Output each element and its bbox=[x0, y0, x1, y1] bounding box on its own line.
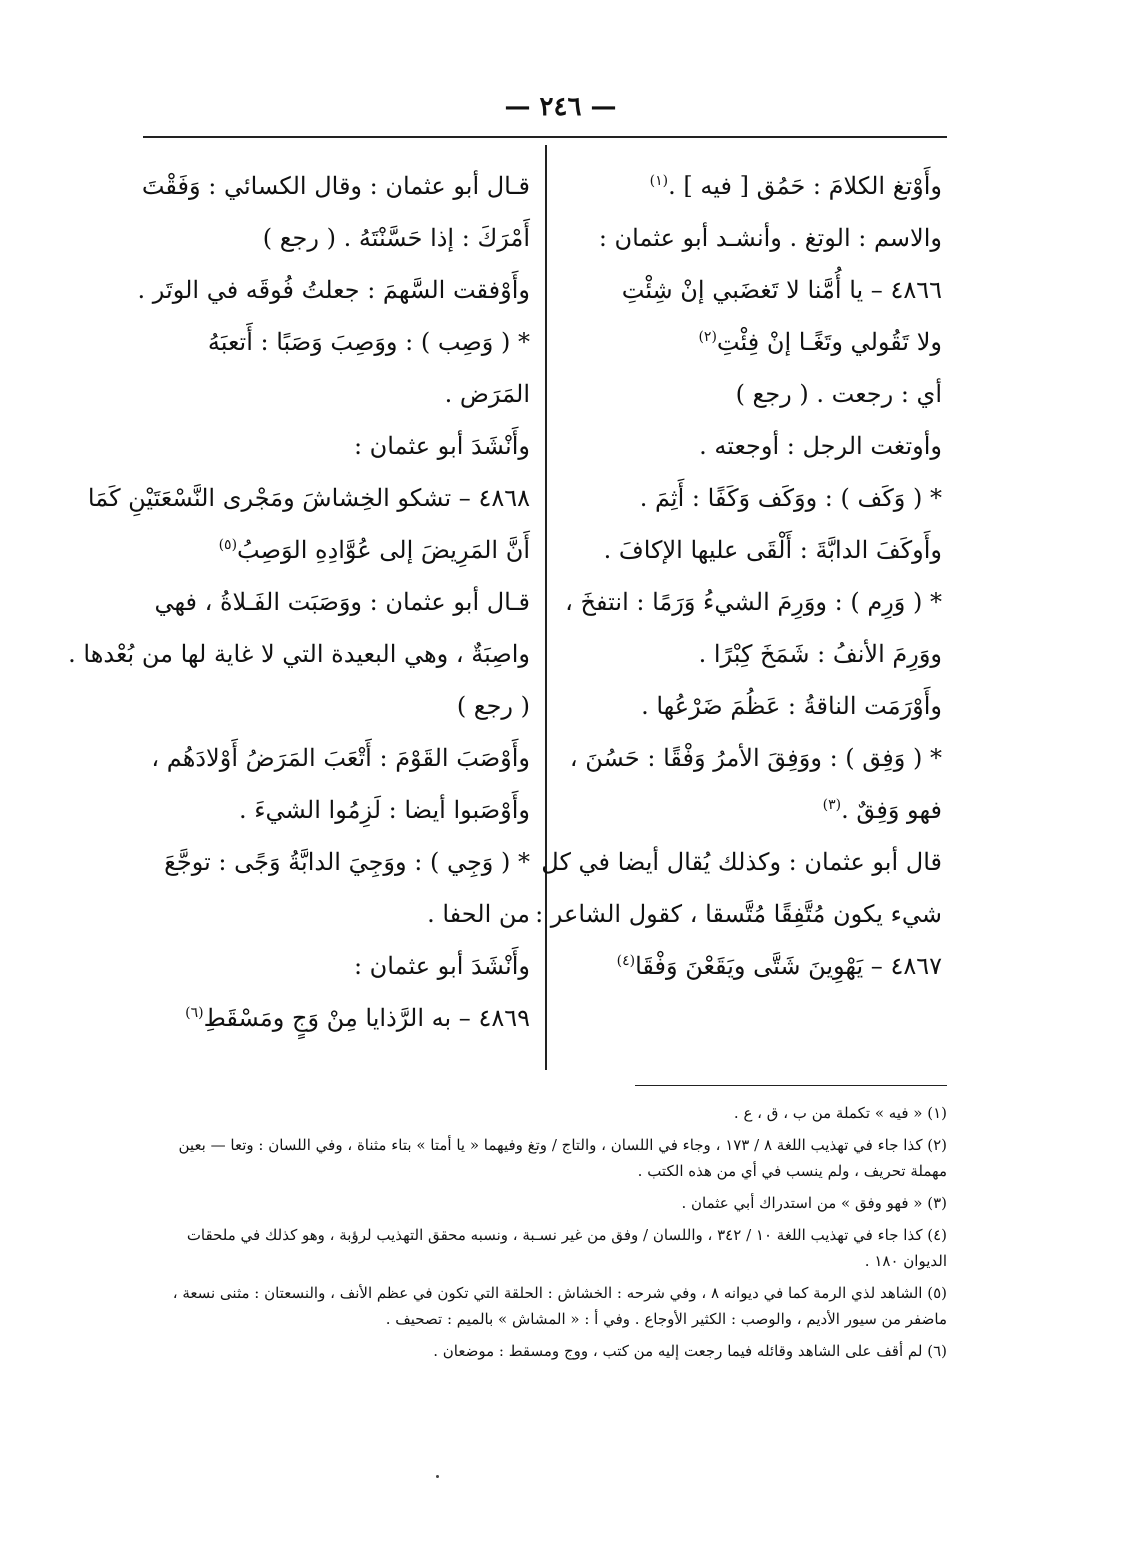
text-line: وأَوْصَبَ القَوْمَ : أَتْعَبَ المَرَضُ أَوْلادَهُم ، bbox=[151, 744, 530, 772]
text-line: ولا تَقُولي وتَغًـا إنْ فِئْتِ$^{(٢)}$ bbox=[698, 328, 942, 356]
text-line: * ( وَرِم ) : ووَرِمَ الشيءُ وَرَمًا : انتفخَ ، bbox=[565, 588, 942, 616]
footnote: (١) « فيه » تكملة من ب ، ق ، ع . bbox=[733, 1104, 947, 1122]
text-line: وأَوْتغ الكلامَ : حَمُق [ فيه ] .$^{(١)}$ bbox=[649, 172, 942, 200]
page-number: — ٢٤٦ — bbox=[504, 92, 617, 122]
left-column bbox=[68, 160, 530, 1044]
text-line: وأوتغت الرجل : أوجعته . bbox=[699, 432, 942, 460]
footnote-ref: (٥) bbox=[218, 537, 238, 553]
text-line: أَنَّ المَرِيضَ إلى عُوَّادِهِ الوَصِبُ$^{(٥)}$ bbox=[218, 536, 530, 564]
text-line: * ( وَكَف ) : ووَكَف وَكَفًا : أَثِمَ . bbox=[639, 484, 942, 512]
text-line: * ( وَفِق ) : ووَفِقَ الأمرُ وَفْقًا : حَسُنَ ، bbox=[569, 744, 942, 772]
text-line: المَرَض . bbox=[444, 380, 530, 408]
text-line: * ( وَصِب ) : ووَصِبَ وَصَبًا : أَتعبَهُ bbox=[207, 328, 530, 356]
footnote-ref: (٢) bbox=[698, 329, 717, 345]
text-line: قال أبو عثمان : وكذلك يُقال أيضا في كل bbox=[541, 848, 942, 876]
footnote: (٣) « فهو وفق » من استدراك أبي عثمان . bbox=[681, 1194, 947, 1212]
text-line: من الحفا . bbox=[427, 900, 530, 928]
text-line: فهو وَفِقٌ .$^{(٣)}$ bbox=[822, 796, 942, 824]
footnote-ref: (٤) bbox=[616, 953, 636, 969]
text-line: وأَوكَفَ الدابَّةَ : أَلْقَى عليها الإكافَ . bbox=[603, 536, 942, 564]
footnote: (٤) كذا جاء في تهذيب اللغة ١٠ / ٣٤٢ ، واللسان / وفق من غير نسـبة ، ونسبه محقق التهذيب لرؤبة ، وهو كذلك في ملحقات الديوان ١٨٠ . bbox=[186, 1226, 947, 1270]
text-line: والاسم : الوتغ . وأنشـد أبو عثمان : bbox=[598, 224, 942, 252]
text-line: ٤٨٦٧ – يَهْوِينَ شَتَّى ويَقَعْنَ وَفْقَا$^{(٤)}$ bbox=[616, 952, 942, 980]
footnote: (٥) الشاهد لذي الرمة كما في ديوانه ٨ ، وفي شرحه : الخشاش : الحلقة التي تكون في عظم الأنف ، والنسعتان : مثنى نسعة ، ماضفر من سيور الأديم ، والوصب : الكثير الأوجاع . وفي أ : « المشاش » بالميم : تصحيف . bbox=[172, 1284, 947, 1328]
footnote: (٦) لم أقف على الشاهد وقائله فيما رجعت إليه من كتب ، ووج ومسقط : موضعان . bbox=[433, 1342, 947, 1360]
text-line: وأَوْصَبوا أيضا : لَزِمُوا الشيءَ . bbox=[238, 796, 530, 824]
header-rule bbox=[143, 136, 947, 138]
footnote-ref: (٦) bbox=[185, 1005, 204, 1021]
text-line: واصِبَةٌ ، وهي البعيدة التي لا غاية لها من بُعْدها . bbox=[68, 640, 530, 668]
footnote-ref: (٣) bbox=[822, 797, 842, 813]
footnote-rule bbox=[635, 1085, 947, 1086]
text-line: ٤٨٦٩ – به الرَّذايا مِنْ وَجٍ ومَسْقَطِ$^{(٦)}$ bbox=[185, 1004, 530, 1032]
footnote: (٢) كذا جاء في تهذيب اللغة ٨ / ١٧٣ ، وجاء في اللسان ، والتاج / وتغ وفيهما « يا أمتا » بتاء مثناة ، وفي اللسان : وتعا — بعين مهملة تحريف ، ولم ينسب في أي من هذه الكتب . bbox=[178, 1136, 947, 1180]
text-line: وأَنْشَدَ أبو عثمان : bbox=[353, 432, 530, 460]
text-line: * ( وَجِي ) : ووَجِيَ الدابَّةُ وَجًى : توجَّعَ bbox=[164, 848, 530, 876]
text-line: وأَنْشَدَ أبو عثمان : bbox=[353, 952, 530, 980]
right-column bbox=[535, 160, 942, 992]
text-line: ( رجع ) bbox=[456, 692, 530, 720]
text-line: أي : رجعت . ( رجع ) bbox=[735, 380, 942, 408]
footnote-ref: (١) bbox=[649, 173, 669, 189]
footnotes bbox=[143, 1100, 947, 1370]
print-speck bbox=[436, 1475, 439, 1478]
text-line: ٤٨٦٦ – يا أُمَّنا لا تَغضَبي إنْ شِئْتِ bbox=[621, 276, 942, 304]
text-line: أَمْرَكَ : إذا حَسَّنْتَهُ . ( رجع ) bbox=[262, 224, 530, 252]
text-line: ووَرِمَ الأنفُ : شَمَخَ كِبْرًا . bbox=[698, 640, 942, 668]
text-line: قـال أبو عثمان : ووَصَبَت الفَـلاةُ ، فهي bbox=[154, 588, 530, 616]
text-line: وأَوْفقت السَّهمَ : جعلتُ فُوقَه في الوتَر . bbox=[137, 276, 530, 304]
text-line: ٤٨٦٨ – تشكو الخِشاشَ ومَجْرى النَّسْعَتَيْنِ كَمَا bbox=[87, 484, 530, 512]
text-line: شيء يكون مُتَّفِقًا مُتَّسقا ، كقول الشاعر : bbox=[535, 900, 942, 928]
text-line: وأَوْرَمَت الناقةُ : عَظُمَ ضَرْعُها . bbox=[641, 692, 942, 720]
text-line: قـال أبو عثمان : وقال الكسائي : وَفَقْتَ bbox=[141, 172, 530, 200]
